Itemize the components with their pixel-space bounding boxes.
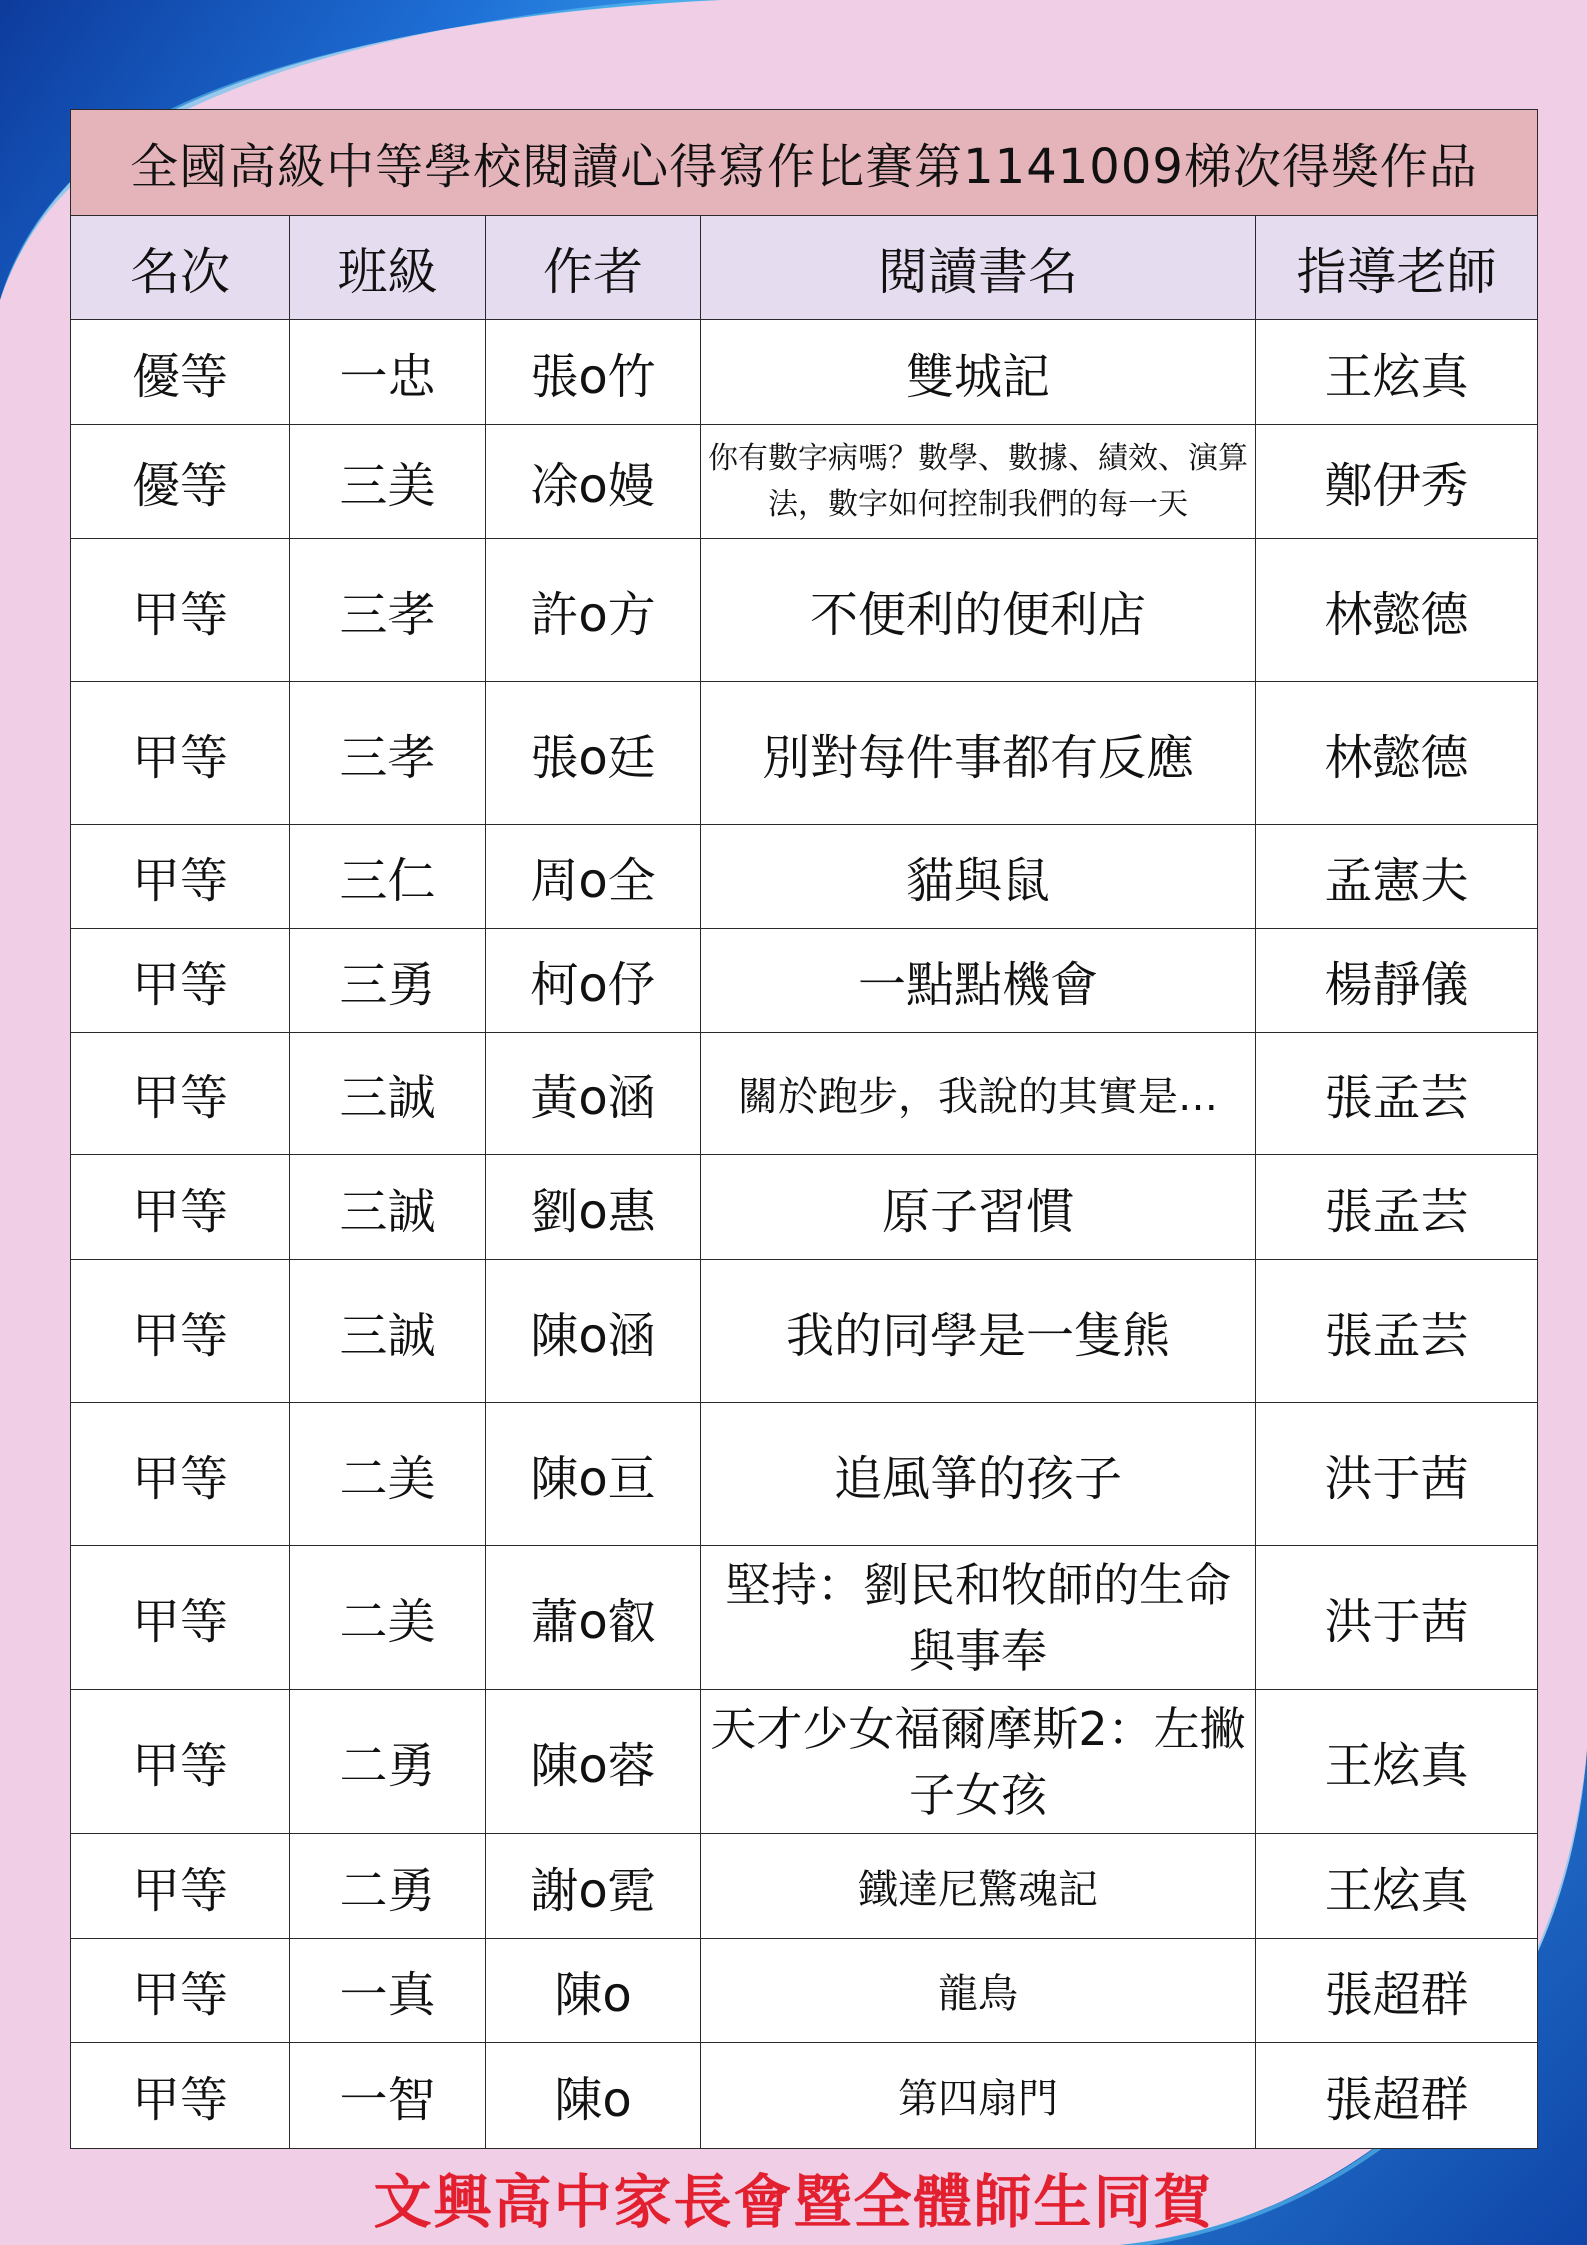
rank-cell: 甲等 — [71, 539, 290, 682]
header-book: 閱讀書名 — [701, 216, 1256, 320]
teacher-cell: 張孟芸 — [1256, 1260, 1538, 1403]
table-row — [71, 2043, 1538, 2149]
teacher-cell: 楊靜儀 — [1256, 929, 1538, 1033]
class-cell: 三誠 — [290, 1260, 486, 1403]
table-row — [71, 1939, 1538, 2043]
rank-cell: 甲等 — [71, 1546, 290, 1690]
teacher-cell: 張孟芸 — [1256, 1033, 1538, 1155]
table-row — [71, 320, 1538, 425]
author-cell: 許o方 — [486, 539, 701, 682]
book-cell: 別對每件事都有反應 — [701, 682, 1256, 825]
table-row — [71, 1403, 1538, 1546]
table-row — [71, 1834, 1538, 1939]
rank-cell: 甲等 — [71, 1260, 290, 1403]
author-cell: 謝o霓 — [486, 1834, 701, 1939]
book-cell: 一點點機會 — [701, 929, 1256, 1033]
book-cell: 貓與鼠 — [701, 825, 1256, 929]
class-cell: 一智 — [290, 2043, 486, 2149]
class-cell: 二勇 — [290, 1834, 486, 1939]
class-cell: 一真 — [290, 1939, 486, 2043]
teacher-cell: 王炫真 — [1256, 1690, 1538, 1834]
teacher-cell: 林懿德 — [1256, 539, 1538, 682]
author-cell: 張o竹 — [486, 320, 701, 425]
table-row — [71, 1155, 1538, 1260]
author-cell: 黃o涵 — [486, 1033, 701, 1155]
table-row — [71, 539, 1538, 682]
rank-cell: 甲等 — [71, 929, 290, 1033]
author-cell: 陳o亘 — [486, 1403, 701, 1546]
award-table — [70, 109, 1538, 2149]
rank-cell: 優等 — [71, 320, 290, 425]
class-cell: 三誠 — [290, 1033, 486, 1155]
header-row — [71, 216, 1538, 320]
class-cell: 三美 — [290, 425, 486, 539]
class-cell: 三孝 — [290, 539, 486, 682]
teacher-cell: 洪于茜 — [1256, 1403, 1538, 1546]
teacher-cell: 孟憲夫 — [1256, 825, 1538, 929]
table-row — [71, 682, 1538, 825]
class-cell: 一忠 — [290, 320, 486, 425]
book-cell: 雙城記 — [701, 320, 1256, 425]
book-cell: 第四扇門 — [701, 2043, 1256, 2149]
book-cell: 原子習慣 — [701, 1155, 1256, 1260]
author-cell: 陳o蓉 — [486, 1690, 701, 1834]
book-cell: 你有數字病嗎？數學、數據、績效、演算法，數字如何控制我們的每一天 — [701, 425, 1256, 539]
table-row — [71, 425, 1538, 539]
class-cell: 三孝 — [290, 682, 486, 825]
book-cell: 天才少女福爾摩斯2：左撇子女孩 — [701, 1690, 1256, 1834]
table-row — [71, 1260, 1538, 1403]
author-cell: 陳o — [486, 1939, 701, 2043]
book-cell: 不便利的便利店 — [701, 539, 1256, 682]
author-cell: 凃o嫚 — [486, 425, 701, 539]
rank-cell: 優等 — [71, 425, 290, 539]
title-row — [71, 110, 1538, 216]
rank-cell: 甲等 — [71, 1690, 290, 1834]
teacher-cell: 張超群 — [1256, 2043, 1538, 2149]
author-cell: 蕭o叡 — [486, 1546, 701, 1690]
book-cell: 堅持：劉民和牧師的生命與事奉 — [701, 1546, 1256, 1690]
book-cell: 追風箏的孩子 — [701, 1403, 1256, 1546]
book-cell: 鐵達尼驚魂記 — [701, 1834, 1256, 1939]
teacher-cell: 鄭伊秀 — [1256, 425, 1538, 539]
author-cell: 柯o伃 — [486, 929, 701, 1033]
header-rank: 名次 — [71, 216, 290, 320]
book-cell: 關於跑步，我說的其實是… — [701, 1033, 1256, 1155]
table-row — [71, 1546, 1538, 1690]
book-cell: 我的同學是一隻熊 — [701, 1260, 1256, 1403]
rank-cell: 甲等 — [71, 682, 290, 825]
rank-cell: 甲等 — [71, 1834, 290, 1939]
table-row — [71, 1690, 1538, 1834]
class-cell: 二美 — [290, 1403, 486, 1546]
teacher-cell: 王炫真 — [1256, 1834, 1538, 1939]
rank-cell: 甲等 — [71, 1033, 290, 1155]
class-cell: 三誠 — [290, 1155, 486, 1260]
rank-cell: 甲等 — [71, 1939, 290, 2043]
author-cell: 周o全 — [486, 825, 701, 929]
table-row — [71, 1033, 1538, 1155]
rank-cell: 甲等 — [71, 1403, 290, 1546]
author-cell: 陳o涵 — [486, 1260, 701, 1403]
author-cell: 張o廷 — [486, 682, 701, 825]
congratulations-footer: 文興高中家長會暨全體師生同賀 — [373, 2168, 1214, 2236]
teacher-cell: 洪于茜 — [1256, 1546, 1538, 1690]
class-cell: 三仁 — [290, 825, 486, 929]
rank-cell: 甲等 — [71, 825, 290, 929]
table-title: 全國高級中等學校閱讀心得寫作比賽第1141009梯次得獎作品 — [71, 110, 1538, 216]
teacher-cell: 林懿德 — [1256, 682, 1538, 825]
book-cell: 龍鳥 — [701, 1939, 1256, 2043]
table-row — [71, 825, 1538, 929]
class-cell: 二美 — [290, 1546, 486, 1690]
author-cell: 劉o惠 — [486, 1155, 701, 1260]
teacher-cell: 張超群 — [1256, 1939, 1538, 2043]
teacher-cell: 張孟芸 — [1256, 1155, 1538, 1260]
teacher-cell: 王炫真 — [1256, 320, 1538, 425]
rank-cell: 甲等 — [71, 1155, 290, 1260]
header-teacher: 指導老師 — [1256, 216, 1538, 320]
class-cell: 三勇 — [290, 929, 486, 1033]
table-row — [71, 929, 1538, 1033]
class-cell: 二勇 — [290, 1690, 486, 1834]
author-cell: 陳o — [486, 2043, 701, 2149]
header-class: 班級 — [290, 216, 486, 320]
header-author: 作者 — [486, 216, 701, 320]
rank-cell: 甲等 — [71, 2043, 290, 2149]
